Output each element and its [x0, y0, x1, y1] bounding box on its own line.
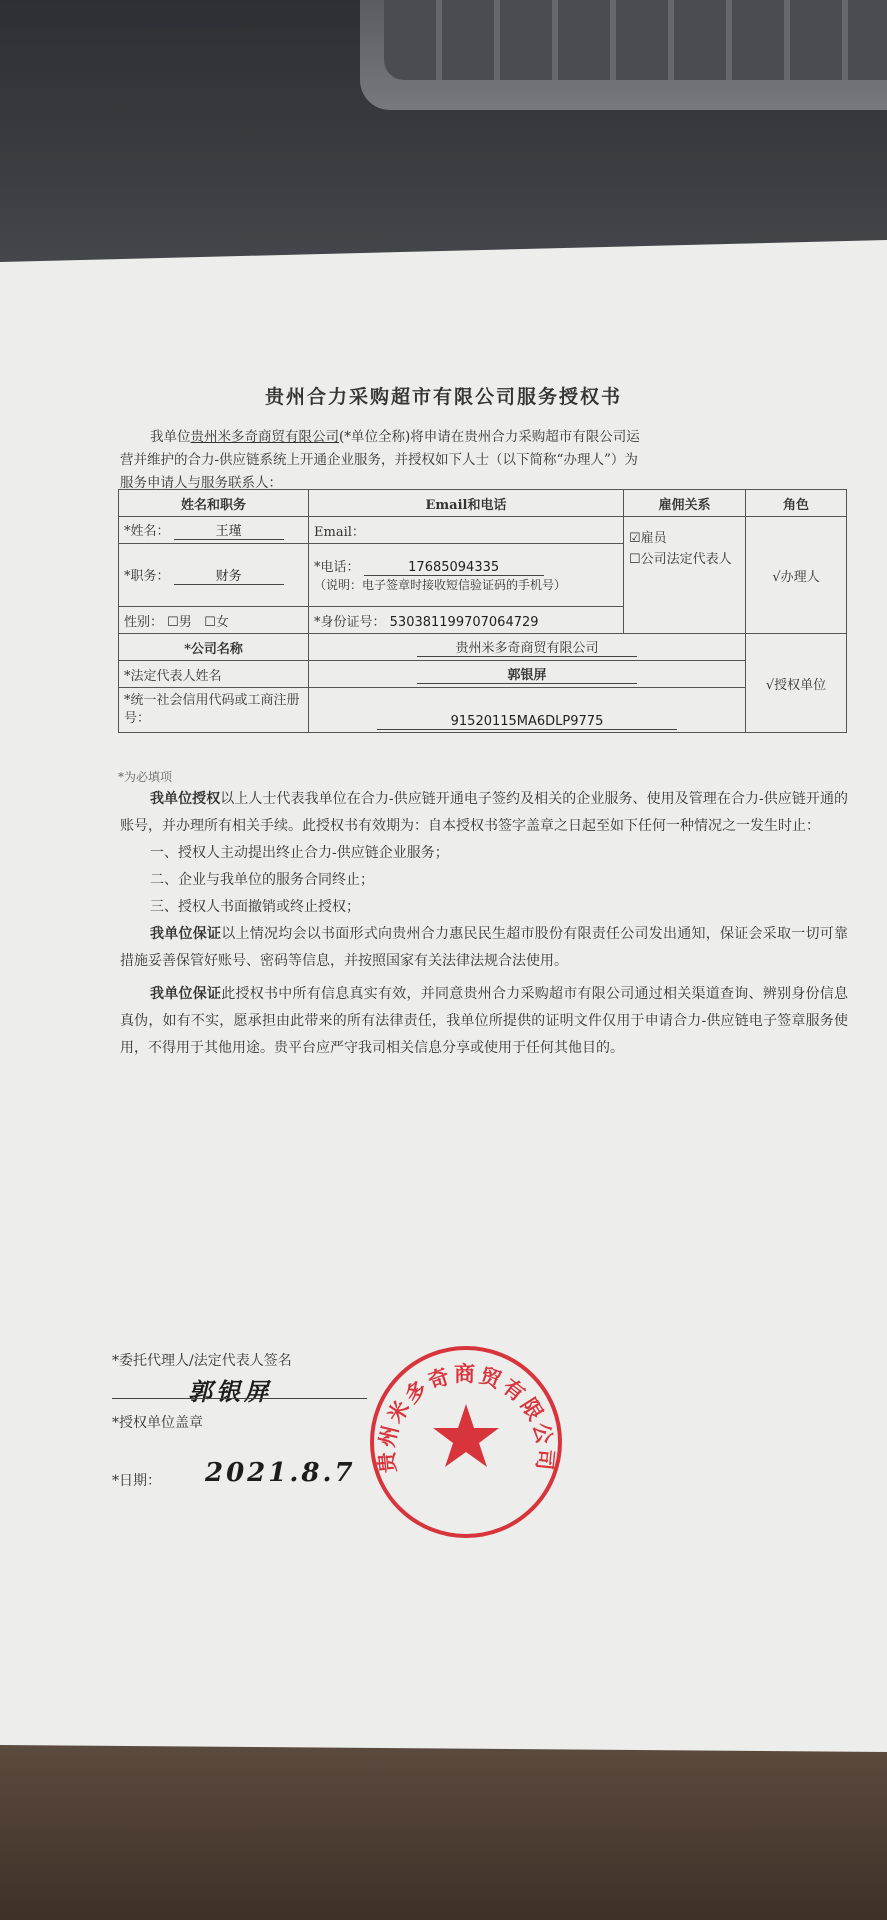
- gender-female-option: ☐女: [204, 614, 229, 630]
- p2-bold: 我单位保证: [150, 926, 222, 942]
- intro-company: 贵州米多奇商贸有限公司: [190, 429, 339, 445]
- phone-label: *电话：: [314, 560, 360, 575]
- role-handler-cell: [746, 517, 847, 634]
- company-seal: [366, 1342, 566, 1542]
- email-cell: [309, 517, 624, 544]
- name-value: 王瑾: [174, 520, 284, 540]
- seal-text: 贵州米多奇商贸有限公司: [373, 1361, 559, 1475]
- intro-company-note: (*单位全称): [339, 429, 411, 445]
- legal-rep-cell: [309, 661, 746, 688]
- name-label: *姓名：: [124, 524, 170, 539]
- header-email-phone: Email和电话: [309, 490, 624, 517]
- employment-cell: [624, 517, 746, 634]
- name-cell: [119, 517, 309, 544]
- signer-handwriting: 郭银屏: [188, 1377, 272, 1406]
- role-unit: √授权单位: [765, 677, 827, 693]
- date-value: 2021.8.7: [205, 1458, 356, 1488]
- gender-label: 性别：: [124, 614, 164, 630]
- authorization-table: [118, 489, 847, 733]
- item-1: 一、授权人主动提出终止合力-供应链企业服务；: [150, 845, 449, 861]
- required-note: *为必填项: [118, 770, 173, 784]
- header-name-position: 姓名和职务: [119, 490, 309, 517]
- intro-line2: 营并维护的合力-供应链系统上开通企业服务，并授权如下人士（以下简称“办理人”）为: [120, 452, 638, 468]
- paragraph-1: 以上人士代表我单位在合力-供应链开通电子签约及相关的企业服务、使用及管理在合力-供应链开通的账号，并办理所有相关手续。此授权书有效期为：自本授权书签字盖章之日起至如下任何一种情况之一发生时止：: [120, 791, 849, 834]
- company-name-cell: [309, 634, 746, 661]
- paragraph-2: 以上情况均会以书面形式向贵州合力惠民民生超市股份有限责任公司发出通知，保证会采取一切可靠措施妥善保管好账号、密码等信息，并按照国家有关法律法规合法使用。: [120, 926, 848, 969]
- signature-line: [112, 1398, 367, 1399]
- date-label: *日期：: [112, 1473, 161, 1489]
- legal-rep-value: 郭银屏: [417, 664, 637, 684]
- header-employment: 雇佣关系: [624, 490, 746, 517]
- id-label: *身份证号：: [314, 614, 386, 630]
- p1-bold: 我单位授权: [150, 791, 221, 807]
- intro-line1-rest: 将申请在贵州合力采购超市有限公司运: [410, 429, 640, 445]
- p3-bold: 我单位保证: [150, 986, 222, 1002]
- header-role: 角色: [746, 490, 847, 517]
- employee-checkbox: ☑: [629, 531, 641, 546]
- credit-code-value: 91520115MA6DLP9775: [377, 714, 677, 730]
- paragraph-3: 此授权书中所有信息真实有效，并同意贵州合力采购超市有限公司通过相关渠道查询、辨别身份信息真伪，如有不实，愿承担由此带来的所有法律责任，我单位所提供的证明文件仅用于申请合力-供应链电子签章服务使用，不得用于其他用途。贵平台应严守我司相关信息分享或使用于任何其他目的。: [120, 986, 848, 1056]
- company-name-value: 贵州米多奇商贸有限公司: [417, 637, 637, 657]
- intro-prefix: 我单位: [150, 429, 191, 445]
- position-cell: [119, 544, 309, 607]
- id-value: 530381199707064729: [389, 614, 539, 630]
- item-3: 三、授权人书面撤销或终止授权；: [150, 899, 360, 915]
- position-label: *职务：: [124, 569, 170, 584]
- company-name-label: *公司名称: [119, 634, 309, 661]
- seal-star-icon: [433, 1404, 499, 1467]
- legal-rep-option: ☐公司法定代表人: [629, 552, 732, 567]
- credit-code-cell: [309, 688, 746, 733]
- role-unit-cell: [746, 634, 847, 733]
- phone-cell: [309, 544, 624, 607]
- role-handler: √办理人: [772, 569, 820, 585]
- phone-note: （说明：电子签章时接收短信验证码的手机号）: [314, 578, 567, 592]
- gender-male-option: ☐男: [167, 614, 192, 630]
- body-text: [120, 786, 848, 1062]
- employee-label: 雇员: [640, 531, 667, 546]
- intro-paragraph: [120, 426, 850, 495]
- legal-rep-label: *法定代表人姓名: [119, 661, 309, 688]
- gender-cell: [119, 607, 309, 634]
- intro-line3: 服务申请人与服务联系人：: [120, 475, 282, 491]
- signer-label: *委托代理人/法定代表人签名: [112, 1353, 292, 1369]
- seal-label: *授权单位盖章: [112, 1415, 203, 1431]
- document-title: 贵州合力采购超市有限公司服务授权书: [264, 386, 622, 408]
- position-value: 财务: [174, 565, 284, 585]
- phone-value: 17685094335: [364, 560, 544, 576]
- item-2: 二、企业与我单位的服务合同终止；: [150, 872, 374, 888]
- credit-code-label: *统一社会信用代码或工商注册号：: [119, 688, 309, 733]
- email-label: Email：: [314, 524, 365, 540]
- id-cell: [309, 607, 624, 634]
